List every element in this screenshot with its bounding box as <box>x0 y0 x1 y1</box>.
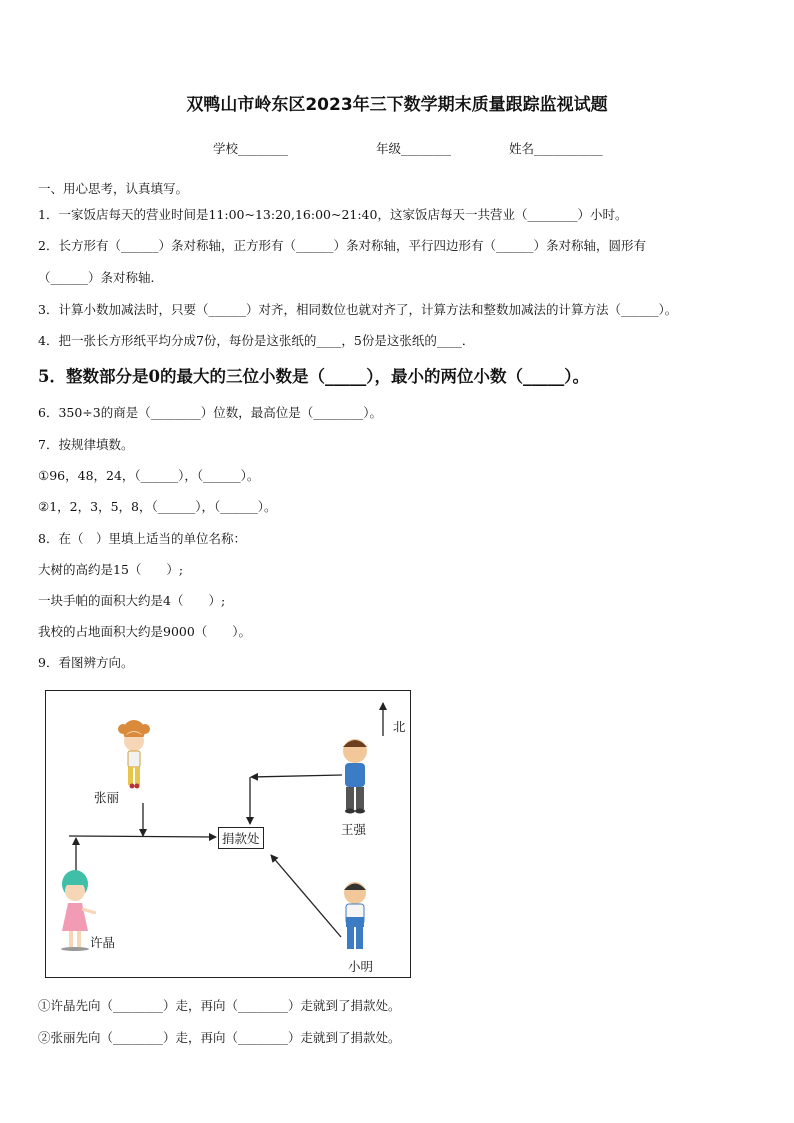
page-title: 双鸭山市岭东区2023年三下数学期末质量跟踪监视试题 <box>186 95 608 115</box>
question-2-line1: 2．长方形有（______）条对称轴，正方形有（______）条对称轴，平行四边形有（______）条对称轴，圆形有 <box>38 238 646 253</box>
question-7: 7．按规律填数。 <box>38 437 134 452</box>
question-5: 5．整数部分是0的最大的三位小数是（_____），最小的两位小数（_____）。 <box>38 367 589 386</box>
question-4: 4．把一张长方形纸平均分成7份，每份是这张纸的____，5份是这张纸的____． <box>38 333 475 348</box>
xujing-label: 许晶 <box>90 935 116 950</box>
zhangli-figure <box>118 720 150 789</box>
question-9: 9．看图辨方向。 <box>38 655 134 670</box>
school-field: 学校________ <box>213 141 289 156</box>
grade-field: 年级________ <box>376 141 452 156</box>
wangqiang-path-west <box>251 775 342 777</box>
north-label: 北 <box>393 719 406 734</box>
question-8-part1: 大树的高约是15（ ）; <box>38 562 184 577</box>
wangqiang-figure <box>343 739 367 814</box>
question-9-part2: ②张丽先向（________）走，再向（________）走就到了捐款处。 <box>38 1030 401 1045</box>
question-3: 3．计算小数加减法时，只要（______）对齐，相同数位也就对齐了，计算方法和整数加减法的计算方法（______）。 <box>38 302 678 317</box>
wangqiang-label: 王强 <box>341 822 367 837</box>
question-7-part2: ②1，2，3，5，8，（______），（______）。 <box>38 499 277 514</box>
xiaoming-label: 小明 <box>348 959 374 974</box>
question-2-line2: （______）条对称轴. <box>38 270 155 285</box>
name-field: 姓名___________ <box>509 141 603 156</box>
question-6: 6．350÷3的商是（________）位数，最高位是（________）。 <box>38 405 382 420</box>
xiaoming-path <box>271 855 341 937</box>
direction-figure <box>45 690 411 978</box>
question-1: 1．一家饭店每天的营业时间是11:00~13:20,16:00~21:40，这家饭店每天一共营业（________）小时。 <box>38 207 628 222</box>
question-8-part3: 我校的占地面积大约是9000（ ）。 <box>38 624 252 639</box>
zhangli-label: 张丽 <box>94 790 120 805</box>
xujing-path-east <box>69 836 216 837</box>
question-7-part1: ①96，48，24，（______），（______）。 <box>38 468 260 483</box>
xiaoming-figure <box>344 882 366 949</box>
section-heading: 一、用心思考，认真填写。 <box>38 181 189 196</box>
question-9-part1: ①许晶先向（________）走，再向（________）走就到了捐款处。 <box>38 998 401 1013</box>
question-8-part2: 一块手帕的面积大约是4（ ）; <box>38 593 226 608</box>
question-8: 8．在（ ）里填上适当的单位名称： <box>38 531 246 546</box>
donation-box: 捐款处 <box>218 827 264 849</box>
